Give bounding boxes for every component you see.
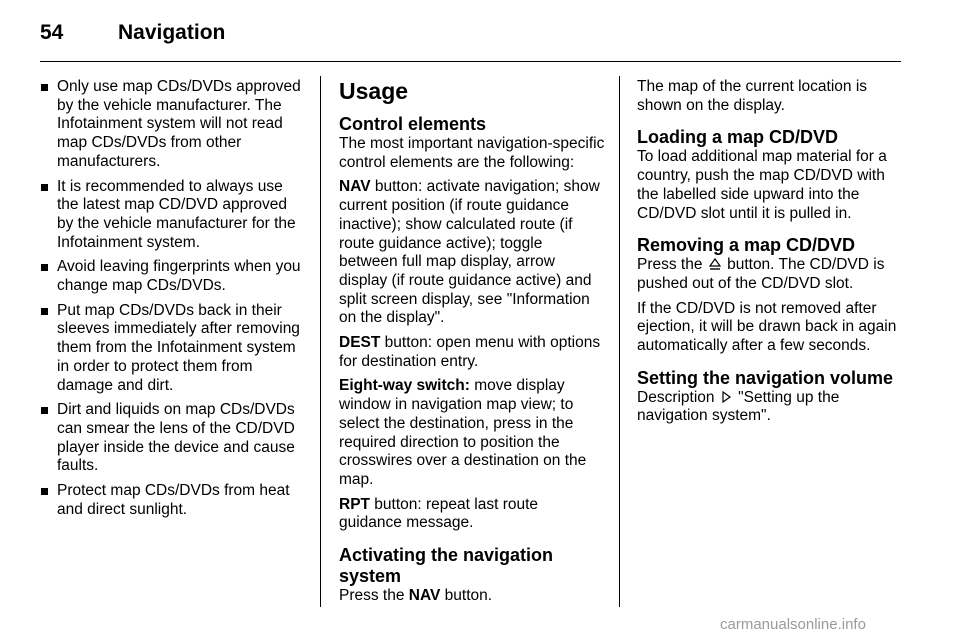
dest-button-description — [339, 334, 605, 371]
activating-post: button. — [440, 587, 493, 605]
nav-text: button: activate navigation; show current position (if route guidance inactive); show calculated route (if route guidance active); toggle between full map display, arrow display (if route guidance active) and split screen display, see "Information on the display". — [339, 178, 600, 327]
bullet-list — [40, 78, 304, 519]
activating-key-label: NAV — [408, 587, 441, 605]
rpt-text: button: repeat last route guidance message. — [339, 495, 539, 532]
eject-icon — [709, 258, 721, 271]
list-item — [40, 302, 304, 396]
nav-button-description — [339, 178, 605, 328]
column-1 — [40, 78, 304, 525]
volume-pre: Description — [637, 388, 719, 406]
bullet-square-icon — [41, 264, 48, 271]
usage-heading: Usage — [339, 78, 409, 104]
volume-text — [637, 389, 903, 426]
eight-way-text: move display window in navigation map view; to select the destination, press in the required direction to position the crosswires over a destination on the map. — [339, 377, 587, 488]
column-divider-right — [619, 76, 620, 607]
eight-way-key-label: Eight-way switch: — [339, 377, 470, 395]
bullet-square-icon — [41, 308, 48, 315]
removing-heading: Removing a map CD/DVD — [637, 235, 856, 256]
activating-text — [339, 587, 605, 606]
dest-text: button: open menu with options for destination entry. — [339, 334, 601, 370]
eight-way-switch-description — [339, 377, 605, 489]
list-item — [40, 258, 304, 295]
loading-heading: Loading a map CD/DVD — [637, 127, 839, 148]
bullet-text: Protect map CDs/DVDs from heat and direct sunlight. — [57, 482, 290, 518]
bullet-square-icon — [41, 407, 48, 414]
watermark: carmanualsonline.info — [720, 616, 866, 633]
current-location-text: The map of the current location is shown on the display. — [637, 78, 868, 114]
bullet-square-icon — [41, 84, 48, 91]
list-item — [40, 482, 304, 519]
column-divider-left — [320, 76, 321, 607]
bullet-text: Dirt and liquids on map CDs/DVDs can smear the lens of the CD/DVD player inside the device and cause faults. — [57, 401, 295, 475]
volume-heading: Setting the navigation volume — [637, 367, 894, 388]
bullet-square-icon — [41, 184, 48, 191]
list-item — [40, 178, 304, 253]
page-number: 54 — [40, 21, 64, 44]
control-elements-heading: Control elements — [339, 114, 487, 134]
control-elements-intro: The most important navigation-specific control elements are the following: — [339, 135, 605, 171]
removing-post: button. The CD/DVD is pushed out of the CD/DVD slot. — [637, 256, 885, 292]
bullet-text: Put map CDs/DVDs back in their sleeves immediately after removing them from the Infotainment system in order to protect them from damage and dirt. — [57, 301, 300, 394]
bullet-text: Only use map CDs/DVDs approved by the vehicle manufacturer. The Infotainment system will not read map CDs/DVDs from other manufacturers. — [57, 78, 301, 170]
removing-text — [637, 256, 903, 293]
dest-key-label: DEST — [339, 334, 381, 352]
column-3 — [637, 78, 903, 432]
volume-post: "Setting up the navigation system". — [637, 388, 840, 425]
header-rule — [40, 61, 901, 62]
activating-pre: Press the — [339, 587, 409, 605]
nav-key-label: NAV — [339, 178, 371, 196]
bullet-text: Avoid leaving fingerprints when you change map CDs/DVDs. — [57, 258, 301, 295]
list-item — [40, 401, 304, 476]
activating-heading: Activating the navigation system — [339, 545, 554, 587]
page-header — [40, 18, 225, 48]
cross-reference-arrow-icon — [722, 391, 731, 403]
list-item — [40, 78, 304, 172]
removing-text-2: If the CD/DVD is not removed after ejection, it will be drawn back in again automatically after a few seconds. — [637, 299, 897, 355]
bullet-text: It is recommended to always use the latest map CD/DVD approved by the vehicle manufacturer for the Infotainment system. — [57, 177, 296, 251]
rpt-key-label: RPT — [339, 495, 370, 513]
bullet-square-icon — [41, 488, 48, 495]
page-title: Navigation — [118, 21, 226, 44]
removing-pre: Press the — [637, 256, 707, 274]
loading-text: To load additional map material for a country, push the map CD/DVD with the labelled side upward into the CD/DVD slot until it is pulled in. — [637, 148, 887, 222]
rpt-button-description — [339, 496, 605, 533]
column-2 — [339, 78, 605, 612]
